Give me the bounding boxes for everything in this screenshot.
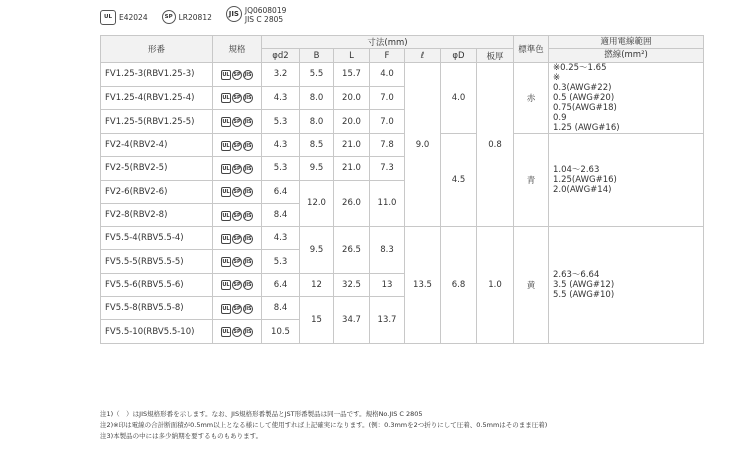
csa-icon: SP [233,212,241,219]
jis-icon: JIS [244,305,252,312]
csa-icon: SP [233,282,241,289]
f-cell: 13.7 [370,297,405,344]
l-cell: 15.7 [334,63,370,87]
b-cell: 9.5 [300,227,334,274]
standard-marks [221,280,253,290]
standard-marks [221,93,253,103]
d2-cell: 4.3 [262,86,300,110]
model-cell: FV5.5-10(RBV5.5-10) [101,320,213,343]
color-cell: 青 [514,134,549,227]
range-line: 5.5 (AWG#10) [553,289,615,300]
table-row [101,227,704,250]
csa-icon: SP [162,10,176,24]
standard-cell [213,250,262,273]
l-cell: 21.0 [334,157,370,180]
ell-cell: 9.0 [405,63,441,227]
thickness-cell: 1.0 [477,227,514,343]
header-ell: ℓ [405,49,441,63]
phi-d-cell: 6.8 [441,227,477,343]
ul-listed-icon: UL [222,119,230,126]
d2-cell: 5.3 [262,110,300,134]
range-line: 3.5 (AWG#12) [553,279,615,290]
jis-icon: JIS [244,142,252,149]
header-phi-d: φD [441,49,477,63]
spec-table [100,35,704,344]
model-cell: FV2-4(RBV2-4) [101,134,213,157]
range-line: 0.75(AWG#18) [553,103,617,113]
d2-cell: 6.4 [262,180,300,203]
jis-icon: JIS [244,329,252,336]
range-line: 1.25 (AWG#16) [553,123,620,133]
standard-marks [221,304,253,314]
phi-d-cell: 4.5 [441,134,477,227]
csa-icon: SP [233,95,241,102]
d2-cell: 4.3 [262,227,300,250]
standard-marks [221,187,253,197]
f-cell: 7.0 [370,110,405,134]
csa-icon: SP [233,259,241,266]
standard-cell [213,203,262,226]
ul-listed-icon: UL [100,10,116,25]
b-cell: 15 [300,297,334,344]
l-cell: 21.0 [334,134,370,157]
table-row [101,63,704,87]
standard-cell [213,157,262,180]
header-d2: φd2 [262,49,300,63]
header-standard: 規格 [213,36,262,63]
ul-listed-icon: UL [222,165,230,172]
range-line: 1.25(AWG#16) [553,175,617,186]
range-line: 0.3(AWG#22) [553,83,612,93]
model-cell: FV1.25-5(RBV1.25-5) [101,110,213,134]
jis-icon: JIS [244,95,252,102]
jis-icon: JIS [244,189,252,196]
f-cell: 4.0 [370,63,405,87]
csa-icon: SP [233,119,241,126]
range-line: 2.63～6.64 [553,269,600,280]
header-dimensions: 寸法(mm) [262,36,514,49]
b-cell: 8.0 [300,86,334,110]
jis-number: JQ0608019 [244,6,287,15]
footnote-1: 注1)（ ）はJIS規格形番を示します。なお、JIS規格形番製品とJST形番製品は同一品です。規格No.JIS C 2805 [100,410,423,418]
standard-marks [221,234,253,244]
range-cell [549,134,704,227]
standard-cell [213,227,262,250]
standard-marks [221,117,253,127]
range-line: 1.04～2.63 [553,165,600,176]
l-cell: 20.0 [334,110,370,134]
csa-icon: SP [233,189,241,196]
range-line: 0.9 [553,113,567,123]
b-cell: 12.0 [300,180,334,227]
ul-listed-icon: UL [222,282,230,289]
b-cell: 12 [300,273,334,296]
f-cell: 7.8 [370,134,405,157]
jis-icon: JIS [244,119,252,126]
model-cell: FV5.5-5(RBV5.5-5) [101,250,213,273]
ul-listed-icon: UL [222,71,230,78]
jis-standard: JIS C 2805 [244,15,284,24]
f-cell: 7.0 [370,86,405,110]
ul-listed-icon: UL [222,95,230,102]
range-line: ※0.25～1.65 [553,63,607,73]
d2-cell: 10.5 [262,320,300,343]
f-cell: 7.3 [370,157,405,180]
f-cell: 11.0 [370,180,405,227]
header-thickness: 板厚 [477,49,514,63]
l-cell: 26.0 [334,180,370,227]
ell-cell: 13.5 [405,227,441,343]
l-cell: 20.0 [334,86,370,110]
csa-icon: SP [233,71,241,78]
ul-listed-icon: UL [222,189,230,196]
f-cell: 8.3 [370,227,405,274]
model-cell: FV1.25-3(RBV1.25-3) [101,63,213,87]
standard-marks [221,327,253,337]
b-cell: 8.0 [300,110,334,134]
standard-cell [213,110,262,134]
standard-cell [213,63,262,87]
ul-listed-icon: UL [222,235,230,242]
b-cell: 9.5 [300,157,334,180]
range-line: 0.5 (AWG#20) [553,93,615,103]
l-cell: 32.5 [334,273,370,296]
standard-cell [213,134,262,157]
jis-certification [226,6,287,24]
d2-cell: 8.4 [262,297,300,320]
color-cell: 赤 [514,63,549,134]
csa-number: LR20812 [178,12,212,22]
ul-number: E42024 [119,13,148,22]
d2-cell: 8.4 [262,203,300,226]
jis-icon: JIS [244,282,252,289]
standard-marks [221,257,253,267]
header-range-sub: 撚線(mm²) [549,49,704,63]
standard-marks [221,141,253,151]
certification-header [100,6,286,34]
standard-cell [213,180,262,203]
color-cell: 黄 [514,227,549,343]
jis-icon: JIS [244,212,252,219]
range-cell [549,227,704,343]
standard-cell [213,273,262,296]
jis-icon: JIS [244,259,252,266]
standard-cell [213,86,262,110]
range-cell [549,63,704,134]
standard-marks [221,70,253,80]
header-b: B [300,49,334,63]
jis-icon: JIS [226,6,242,22]
d2-cell: 6.4 [262,273,300,296]
standard-marks [221,164,253,174]
jis-icon: JIS [244,235,252,242]
ul-listed-icon: UL [222,329,230,336]
header-model: 形番 [101,36,213,63]
ul-listed-icon: UL [222,305,230,312]
ul-listed-icon: UL [222,142,230,149]
header-f: F [370,49,405,63]
d2-cell: 5.3 [262,157,300,180]
csa-icon: SP [233,142,241,149]
d2-cell: 5.3 [262,250,300,273]
range-line: ※ [553,73,561,83]
csa-icon: SP [233,165,241,172]
footnote-2: 注2)※印は電線の合計断面積が0.5mm以上となる様にして使用すれば上記確実になります。(例：0.3mmを2つ折りにして圧着、0.5mmはそのまま圧着) [100,421,548,429]
table-row [101,134,704,157]
ul-listed-icon: UL [222,259,230,266]
csa-icon: SP [233,329,241,336]
jis-icon: JIS [244,71,252,78]
model-cell: FV2-5(RBV2-5) [101,157,213,180]
model-cell: FV5.5-4(RBV5.5-4) [101,227,213,250]
f-cell: 13 [370,273,405,296]
b-cell: 5.5 [300,63,334,87]
standard-marks [221,211,253,221]
standard-cell [213,297,262,320]
csa-certification [162,10,212,24]
d2-cell: 3.2 [262,63,300,87]
model-cell: FV1.25-4(RBV1.25-4) [101,86,213,110]
ul-certification [100,10,148,25]
footnote-3: 注3)本製品の中には多少納期を要するものもあります。 [100,432,263,440]
b-cell: 8.5 [300,134,334,157]
jis-icon: JIS [244,165,252,172]
model-cell: FV5.5-8(RBV5.5-8) [101,297,213,320]
thickness-cell: 0.8 [477,63,514,227]
header-l: L [334,49,370,63]
csa-icon: SP [233,235,241,242]
standard-cell [213,320,262,343]
l-cell: 34.7 [334,297,370,344]
csa-icon: SP [233,305,241,312]
model-cell: FV5.5-6(RBV5.5-6) [101,273,213,296]
ul-listed-icon: UL [222,212,230,219]
l-cell: 26.5 [334,227,370,274]
header-range: 適用電線範囲 [549,36,704,49]
header-color: 標準色 [514,36,549,63]
d2-cell: 4.3 [262,134,300,157]
range-line: 2.0(AWG#14) [553,185,612,196]
model-cell: FV2-8(RBV2-8) [101,203,213,226]
phi-d-cell: 4.0 [441,63,477,134]
footnotes [100,409,547,442]
model-cell: FV2-6(RBV2-6) [101,180,213,203]
